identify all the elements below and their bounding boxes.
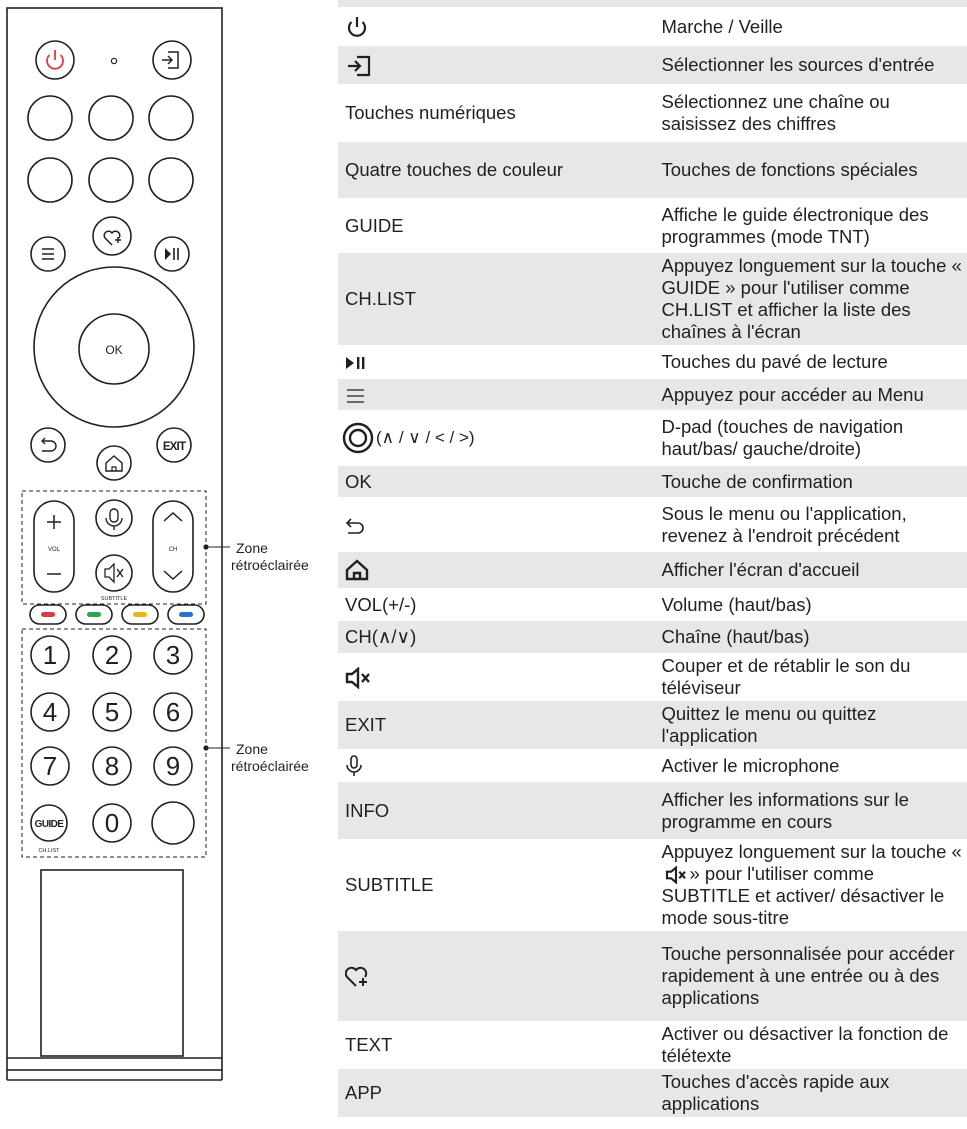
legend-row: SUBTITLE Appuyez longuement sur la touche « » pour l'utiliser comme SUBTITLE et activer/ désactiver le mode sous-titre <box>345 841 962 928</box>
digit-9: 9 <box>165 751 181 781</box>
legend-row: Marche / Veille <box>338 7 967 46</box>
legend-row: Touches du pavé de lecture <box>338 345 967 379</box>
legend-row: Sélectionner les sources d'entrée <box>338 46 967 84</box>
digit-3: 3 <box>165 640 181 670</box>
legend-row: APP Touches d'accès rapide aux applications <box>338 1069 967 1117</box>
microphone-icon <box>345 754 363 778</box>
back-icon <box>345 517 365 535</box>
legend-row: EXIT Quittez le menu ou quittez l'application <box>338 701 967 749</box>
vol-label: VOL <box>47 547 61 553</box>
legend-row: (∧ / ∨ / < / >) D-pad (touches de navigation haut/bas/ gauche/droite) <box>338 410 967 466</box>
digit-8: 8 <box>104 751 120 781</box>
play-pause-icon <box>345 355 367 371</box>
ch-label: CH <box>168 547 178 553</box>
power-icon <box>345 15 369 39</box>
mute-icon <box>665 866 687 884</box>
remote-illustration <box>0 0 230 1090</box>
chlist-label: CH.LIST <box>38 848 60 854</box>
guide-label: GUIDE <box>34 819 64 830</box>
digit-7: 7 <box>42 751 58 781</box>
dpad-arrows-label: (∧ / ∨ / < / >) <box>376 427 475 447</box>
legend-row: Quatre touches de couleur Touches de fonctions spéciales <box>338 142 967 198</box>
legend-row: OK Touche de confirmation <box>338 466 967 497</box>
button-legend-table <box>338 0 967 1117</box>
digit-1: 1 <box>42 640 58 670</box>
digit-4: 4 <box>42 697 58 727</box>
legend-row: GUIDE Affiche le guide électronique des programmes (mode TNT) <box>345 203 929 247</box>
legend-row: CH(∧/∨) Chaîne (haut/bas) <box>338 621 967 653</box>
digit-0: 0 <box>104 808 120 838</box>
legend-row: Touche personnalisée pour accéder rapidement à une entrée ou à des applications <box>338 931 967 1021</box>
digit-2: 2 <box>104 640 120 670</box>
input-source-icon <box>345 55 371 77</box>
legend-row: CH.LIST Appuyez longuement sur la touche « GUIDE » pour l'utiliser comme CH.LIST et afficher la liste des chaînes à l'écran <box>338 253 967 345</box>
menu-icon <box>345 388 367 404</box>
dpad-icon <box>342 422 374 454</box>
exit-label: EXIT <box>162 441 186 453</box>
heart-plus-icon <box>345 966 371 988</box>
legend-row: Appuyez pour accéder au Menu <box>338 379 967 410</box>
legend-row: Couper et de rétablir le son du téléviseur <box>338 653 967 701</box>
digit-6: 6 <box>165 697 181 727</box>
zone-label-1: Zone rétroéclairée <box>231 540 309 573</box>
legend-row: INFO Afficher les informations sur le programme en cours <box>338 782 967 839</box>
digit-5: 5 <box>104 697 120 727</box>
legend-row: Afficher l'écran d'accueil <box>338 552 967 588</box>
zone-label-2: Zone rétroéclairée <box>231 741 309 774</box>
legend-row: Touches numériques Sélectionnez une chaîne ou saisissez des chiffres <box>345 91 890 134</box>
home-icon <box>345 558 369 582</box>
legend-row: Sous le menu ou l'application, revenez à l'endroit précédent <box>338 497 967 552</box>
legend-row: Activer le microphone <box>338 749 967 782</box>
legend-row: TEXT Activer ou désactiver la fonction de télétexte <box>345 1023 949 1066</box>
ok-label: OK <box>105 343 123 357</box>
mute-icon <box>345 667 371 689</box>
subtitle-label: SUBTITLE <box>100 596 128 602</box>
legend-row: VOL(+/-) Volume (haut/bas) <box>345 593 812 615</box>
